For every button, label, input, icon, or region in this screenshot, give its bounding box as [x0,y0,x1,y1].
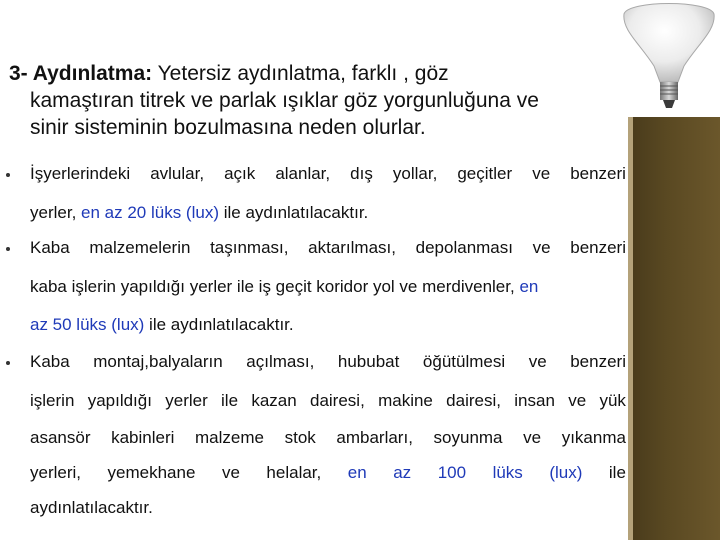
heading-line-2: kamaştıran titrek ve parlak ışıklar göz yorgunluğuna ve [30,89,539,112]
word: dairesi, [446,391,501,410]
word: yapıldığı [87,391,152,410]
word: taşınması, [210,238,289,257]
word: benzeri [570,238,626,257]
word: öğütülmesi [422,352,506,371]
item-text: ile aydınlatılacaktır. [144,315,294,334]
word: hububat [337,352,400,371]
word: yerleri, [30,463,82,482]
word: yıkanma [561,428,626,447]
word: ve [568,391,587,410]
word: asansör [30,428,91,447]
word: açık [224,164,256,183]
word: stok [284,428,316,447]
word: yük [599,391,626,410]
word: kazan [251,391,297,410]
highlight-word: az [393,463,412,482]
word: ve [532,238,551,257]
word: ile [221,391,239,410]
word: İşyerlerindeki [30,164,131,183]
highlight-word: (lux) [549,463,583,482]
side-decor-bar [628,117,720,540]
word: alanlar, [275,164,331,183]
word: depolanması [415,238,513,257]
heading-line-1 [9,60,624,87]
highlight-word: en [347,463,367,482]
item-line [30,314,626,336]
word: ve [528,352,547,371]
item-line [30,351,626,373]
word: yerler [165,391,208,410]
word: helalar, [266,463,322,482]
bullet-icon [6,361,10,365]
word: işlerin [30,391,75,410]
item-line: aydınlatılacaktır. [30,498,153,517]
highlight-word: lüks [492,463,523,482]
word: Kaba [30,238,70,257]
bullet-icon [6,247,10,251]
word: avlular, [150,164,205,183]
item-line [30,390,626,412]
word: Kaba [30,352,70,371]
word: benzeri [570,164,626,183]
word: ve [523,428,542,447]
word: insan [514,391,555,410]
item-text: ile aydınlatılacaktır. [218,203,369,222]
item-line [30,427,626,449]
highlight-text: en [519,277,539,296]
light-bulb-icon [618,0,720,117]
word: geçitler [457,164,513,183]
word: soyunma [433,428,503,447]
item-text: kaba işlerin yapıldığı yerler ile iş geçit koridor yol ve merdivenler, [30,277,520,296]
highlight-text: en az 20 lüks (lux) [81,203,219,222]
word: malzeme [195,428,264,447]
word: ve [532,164,551,183]
item-line [30,462,626,484]
word: yollar, [392,164,438,183]
section-heading [9,60,624,141]
word: dış [350,164,373,183]
word: açılması, [246,352,315,371]
item-line [30,276,626,298]
heading-line-3: sinir sisteminin bozulmasına neden olurlar. [30,116,426,139]
word: montaj,balyaların [93,352,223,371]
word: benzeri [570,352,626,371]
word: aktarılması, [308,238,396,257]
highlight-word: 100 [437,463,467,482]
word: yemekhane [107,463,196,482]
highlight-text: az 50 lüks (lux) [30,315,145,334]
item-line [30,237,626,259]
word: ambarları, [336,428,413,447]
word: kabinleri [111,428,175,447]
heading-line-1-text: Yetersiz aydınlatma, farklı , göz [152,62,449,85]
item-text: yerler, [30,203,82,222]
word: makine [378,391,433,410]
word: ile [608,463,626,482]
bullet-icon [6,173,10,177]
word: dairesi, [309,391,365,410]
word: malzemelerin [89,238,191,257]
item-line [30,202,626,224]
heading-label: 3- Aydınlatma: [9,62,153,85]
side-bar-dark-strip [633,117,720,540]
word: ve [221,463,240,482]
item-line [30,163,626,185]
